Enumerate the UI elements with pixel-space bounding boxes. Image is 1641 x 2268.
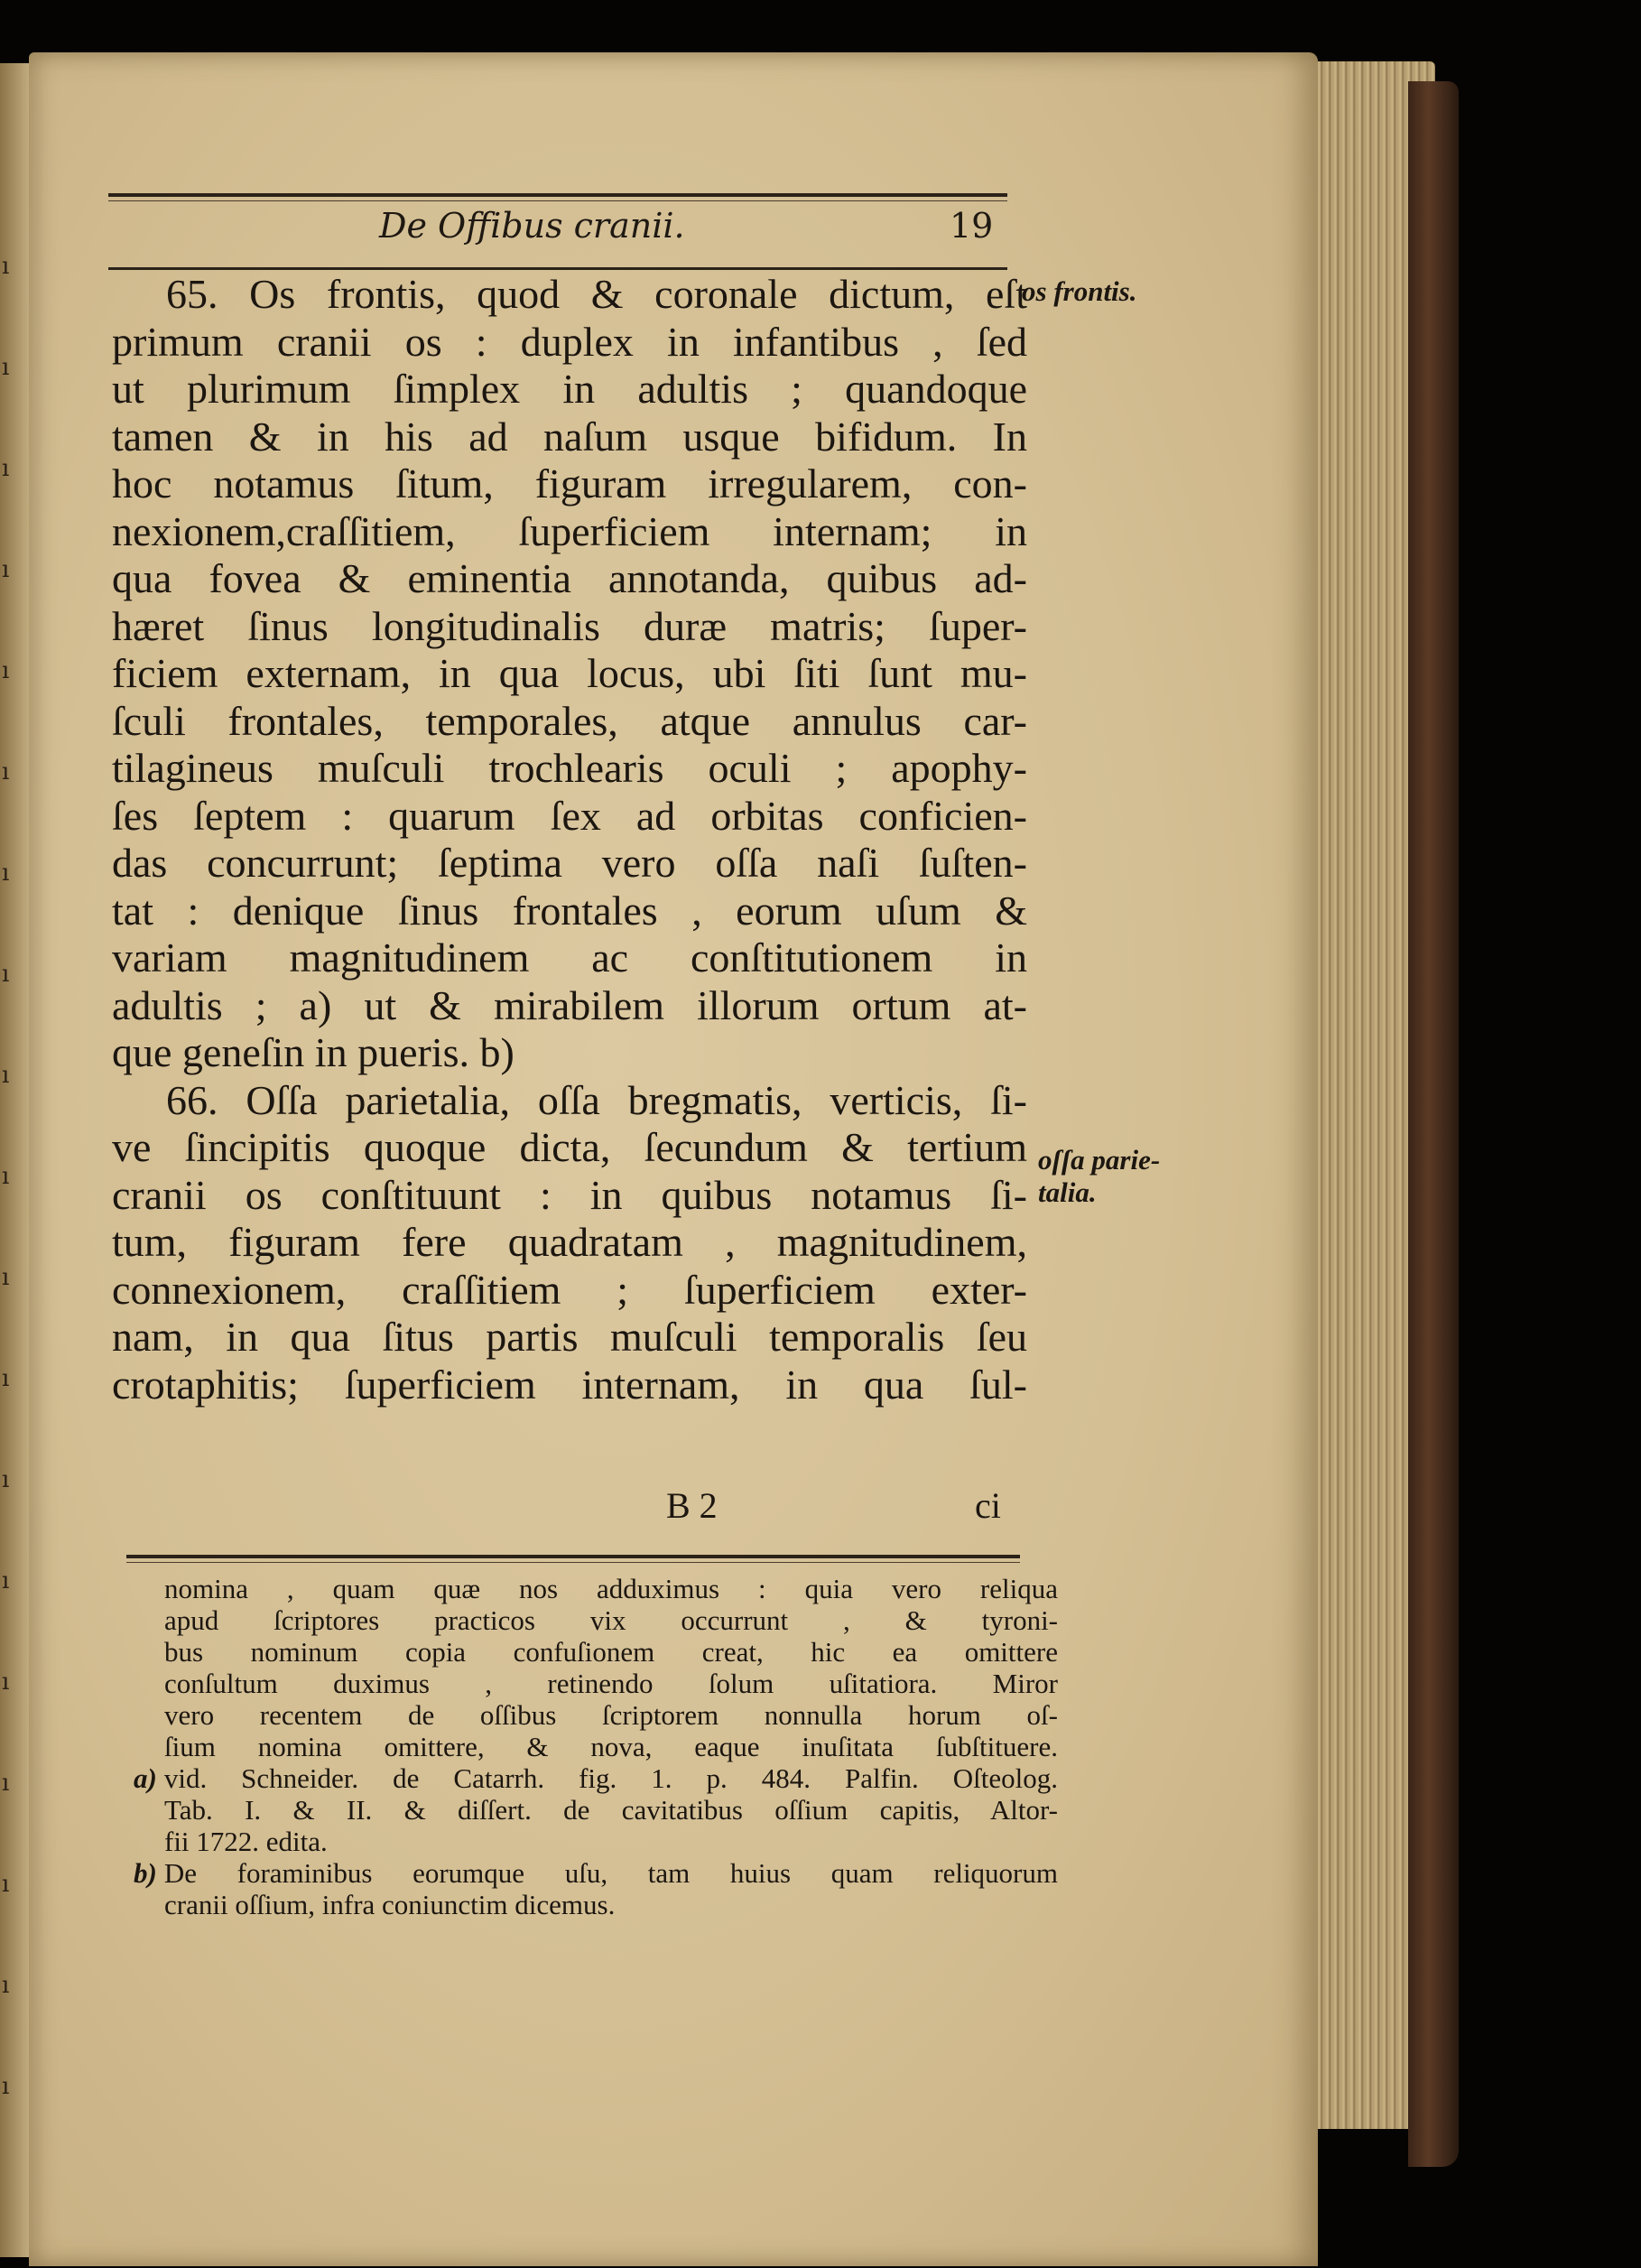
text-line: tilagineus muſculi trochlearis oculi ; apophy- <box>112 745 1027 791</box>
footnotes <box>134 1573 1058 1920</box>
footnote-line: bus nominum copia confuſionem creat, hic ea omittere <box>164 1636 1058 1668</box>
text-line: tum, figuram fere quadratam , magnitudinem, <box>112 1219 1027 1265</box>
footnote-line: conſultum duximus , retinendo ſolum uſitatiora. Miror <box>164 1668 1058 1699</box>
marginal-note-ossa-parietalia: oſſa parie- <box>1038 1144 1161 1176</box>
footnote-line: apud ſcriptores practicos vix occurrunt , & tyroni- <box>164 1604 1058 1636</box>
text-line: tamen & in his ad naſum usque bifidum. In <box>112 413 1027 460</box>
left-edge-mark: ı <box>2 961 10 988</box>
header-rule <box>108 193 1007 197</box>
left-edge-mark: ı <box>2 1871 10 1898</box>
text-line: ficiem externam, in qua locus, ubi ſiti ſunt mu- <box>112 650 1027 696</box>
left-edge-mark: ı <box>2 1062 10 1089</box>
marginal-note-os-frontis: os frontis. <box>1022 275 1137 307</box>
footnote-rule-thin <box>126 1562 1020 1563</box>
left-edge-mark: ı <box>2 556 10 583</box>
left-edge-mark: ı <box>2 455 10 482</box>
page-number: 19 <box>950 206 994 246</box>
text-line: variam magnitudinem ac conſtitutionem in <box>112 934 1027 981</box>
header-rule-thin <box>108 200 1007 201</box>
text-line: ſes ſeptem : quarum ſex ad orbitas conficien- <box>112 792 1027 839</box>
left-edge-mark: ı <box>2 860 10 887</box>
footnote-line: vero recentem de oſſibus ſcriptorem nonnulla horum oſ- <box>164 1699 1058 1731</box>
footnote-a-line <box>134 1762 1058 1794</box>
text-line: crotaphitis; ſuperficiem internam, in qua ſul- <box>112 1361 1027 1408</box>
left-edge-mark: ı <box>2 354 10 381</box>
signature-mark: B 2 <box>666 1485 718 1526</box>
text-line: 66. Oſſa parietalia, oſſa bregmatis, verticis, ſi- <box>166 1076 1027 1123</box>
footnote-b-marker: b) <box>134 1857 157 1889</box>
footnote-a-line: fii 1722. edita. <box>164 1826 328 1857</box>
text-line: nam, in qua ſitus partis muſculi temporalis ſeu <box>112 1314 1027 1360</box>
book-cover-edge <box>1408 81 1459 2167</box>
text-line: ve ſincipitis quoque dicta, ſecundum & tertium <box>112 1124 1027 1170</box>
left-edge-mark: ı <box>2 1365 10 1392</box>
text-line: ut plurimum ſimplex in adultis ; quandoque <box>112 366 1027 412</box>
text-line: 65. Os frontis, quod & coronale dictum, eſt <box>166 271 1027 317</box>
main-text-block <box>112 271 1027 1408</box>
footnote-a-text: vid. Schneider. de Catarrh. fig. 1. p. 484. Palfin. Oſteolog. <box>163 1762 1058 1794</box>
left-edge-mark: ı <box>2 758 10 785</box>
footnote-b-line <box>134 1857 1058 1889</box>
text-line: hæret ſinus longitudinalis duræ matris; ſuper- <box>112 602 1027 649</box>
text-line: nexionem,craſſitiem, ſuperficiem internam; in <box>112 507 1027 554</box>
header-underline-rule <box>108 267 1007 270</box>
text-line: que geneſin in pueris. b) <box>112 1029 515 1075</box>
text-line: adultis ; a) ut & mirabilem illorum ortum at- <box>112 981 1027 1028</box>
left-edge-mark: ı <box>2 1163 10 1190</box>
left-edge-mark: ı <box>2 253 10 280</box>
footnote-b-line: cranii oſſium, infra coniunctim dicemus. <box>164 1889 616 1920</box>
footnote-rule <box>126 1555 1020 1558</box>
footnote-a-marker: a) <box>134 1762 157 1794</box>
text-line: ſculi frontales, temporales, atque annulus car- <box>112 697 1027 744</box>
left-edge-mark: ı <box>2 2073 10 2100</box>
left-edge-mark: ı <box>2 1668 10 1696</box>
footnote-b-text: De foraminibus eorumque uſu, tam huius quam reliquorum <box>163 1857 1058 1889</box>
left-edge-mark: ı <box>2 1567 10 1594</box>
text-line: qua fovea & eminentia annotanda, quibus ad- <box>112 555 1027 601</box>
text-line: connexionem, craſſitiem ; ſuperficiem exter- <box>112 1266 1027 1313</box>
text-line: cranii os conſtituunt : in quibus notamus ſi- <box>112 1171 1027 1218</box>
left-edge-mark: ı <box>2 1264 10 1291</box>
text-line: hoc notamus ſitum, figuram irregularem, con- <box>112 460 1027 507</box>
left-edge-mark: ı <box>2 657 10 684</box>
marginal-note-ossa-parietalia-cont: talia. <box>1038 1176 1097 1208</box>
footnote-a-line: Tab. I. & II. & diſſert. de cavitatibus oſſium capitis, Altor- <box>164 1794 1058 1826</box>
left-edge-mark: ı <box>2 1972 10 1999</box>
running-title: De Offibus cranii. <box>379 206 685 246</box>
left-edge-mark: ı <box>2 1770 10 1797</box>
text-line: das concurrunt; ſeptima vero oſſa naſi ſuſten- <box>112 840 1027 886</box>
footnote-line: ſium nomina omittere, & nova, eaque inuſitata ſubſtituere. <box>164 1731 1058 1762</box>
text-line: tat : denique ſinus frontales , eorum uſum & <box>112 887 1027 934</box>
footnote-line: nomina , quam quæ nos adduximus : quia vero reliqua <box>164 1573 1058 1604</box>
left-edge-mark: ı <box>2 1466 10 1493</box>
text-line: primum cranii os : duplex in infantibus , ſed <box>112 318 1027 365</box>
catchword: ci <box>975 1485 1001 1526</box>
